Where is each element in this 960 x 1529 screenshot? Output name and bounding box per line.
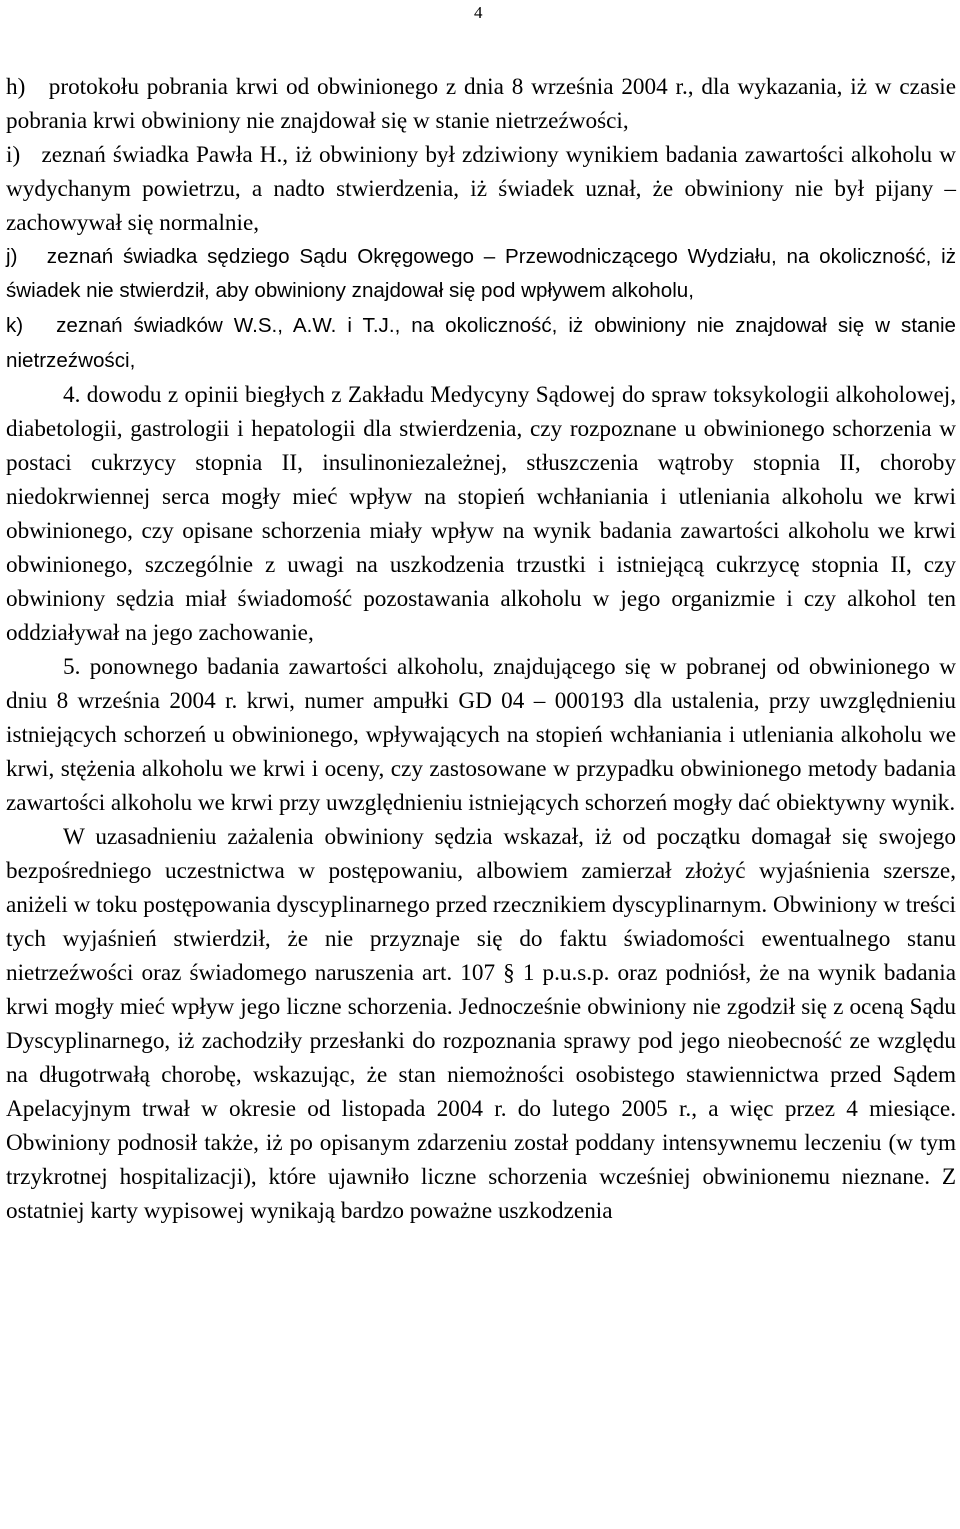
- point-4: 4. dowodu z opinii biegłych z Zakładu Medycyny Sądowej do spraw toksykologii alkoholowej, diabetologii, gastrologii i hepatologii dla stwierdzenia, czy rozpoznane u obwinionego schorzenia w postaci cukrzycy stopnia II, insulinoniezależnej, stłuszczenia wątroby stopnia II, choroby niedokrwiennej serca mogły mieć wpływ na stopień wchłaniania i utleniania alkoholu we krwi obwinionego, czy opisane schorzenia miały wpływ na wynik badania zawartości alkoholu we krwi obwinionego, szczególnie z uwagi na uszkodzenia trzustki i istniejącą cukrzycę stopnia II, czy obwiniony sędzia miał świadomość pozostawania alkoholu w jego organizmie i czy alkohol ten oddziaływał na jego zachowanie,: [6, 382, 956, 646]
- justification-paragraph: W uzasadnieniu zażalenia obwiniony sędzia wskazał, iż od początku domagał się swojego bezpośredniego uczestnictwa w postępowaniu, albowiem zamierzał złożyć wyjaśnienia szersze, aniżeli w toku postępowania dyscyplinarnego przed rzecznikiem dyscyplinarnym. Obwiniony w treści tych wyjaśnień stwierdził, że nie przyznaje się do faktu świadomości ewentualnego stanu nietrzeźwości oraz świadomego naruszenia art. 107 § 1 p.u.s.p. oraz podniósł, że na wynik badania krwi mogły mieć wpływ jego liczne schorzenia. Jednocześnie obwiniony nie zgodził się z oceną Sądu Dyscyplinarnego, iż zachodziły przesłanki do rozpoznania sprawy pod jego nieobecność ze względu na długotrwałą chorobę, wskazując, że stan niemożności osobistego stawiennictwa przed Sądem Apelacyjnym trwał w okresie od listopada 2004 r. do lutego 2005 r., a więc przez 4 miesiące. Obwiniony podnosił także, iż po opisanym zdarzeniu został poddany intensywnemu leczeniu (w tym trzykrotnej hospitalizacji), które ujawniło liczne schorzenia wcześniej obwinionemu nieznane. Z ostatniej karty wypisowej wynikają bardzo poważne uszkodzenia: [6, 824, 956, 1224]
- item-k-tail: , na okoliczność, iż obwiniony nie znajdował się w stanie nietrzeźwości,: [6, 314, 956, 372]
- point-5: 5. ponownego badania zawartości alkoholu, znajdującego się w pobranej od obwinionego w dniu 8 września 2004 r. krwi, numer ampułki GD 04 – 000193 dla ustalenia, przy uwzględnieniu istniejących schorzeń u obwinionego, wpływających na stopień wchłaniania i utleniania alkoholu we krwi, stężenia alkoholu we krwi i oceny, czy zastosowane w przypadku obwinionego metody badania zawartości alkoholu we krwi przy uwzględnieniu istniejących schorzeń mogły dać obiektywny wynik.: [6, 654, 956, 816]
- item-h: h) protokołu pobrania krwi od obwinionego z dnia 8 września 2004 r., dla wykazania, iż w czasie pobrania krwi obwiniony nie znajdował się w stanie nietrzeźwości,: [6, 74, 956, 134]
- item-j: j) zeznań świadka sędziego Sądu Okręgowego – Przewodniczącego Wydziału, na okoliczność, iż świadek nie stwierdził, aby obwiniony znajdował się pod wpływem alkoholu,: [6, 245, 956, 302]
- item-k-lead: k) zeznań świadków W.S., A.W. i T.J.: [6, 314, 395, 337]
- page-number: 4: [474, 3, 483, 22]
- document-body: [6, 70, 956, 1228]
- item-k: [6, 308, 956, 378]
- item-i: i) zeznań świadka Pawła H., iż obwiniony był zdziwiony wynikiem badania zawartości alkoholu w wydychanym powietrzu, a nadto stwierdzenia, iż świadek uznał, że obwiniony nie był pijany – zachowywał się normalnie,: [6, 142, 956, 236]
